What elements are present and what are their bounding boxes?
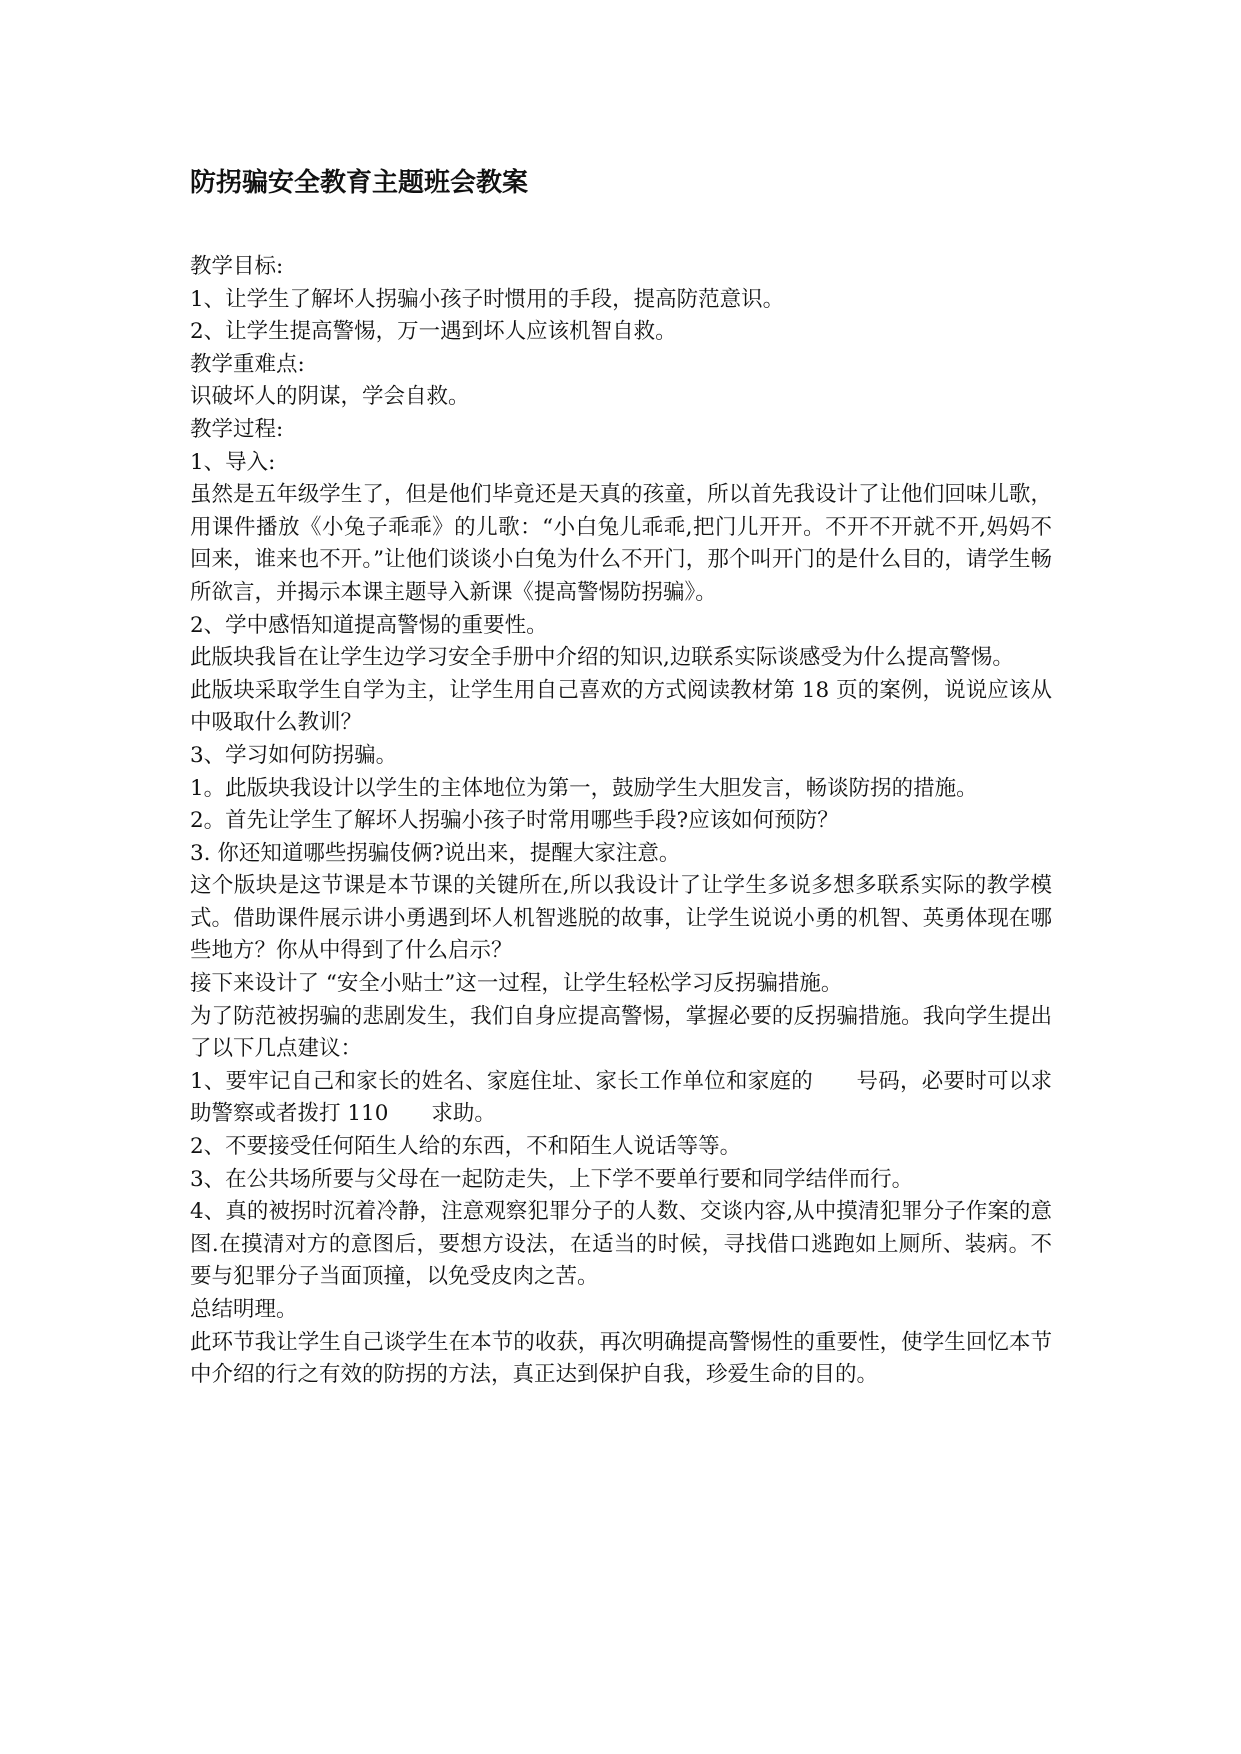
paragraph-step-2-text-b: 此版块采取学生自学为主，让学生用自己喜欢的方式阅读教材第 18 页的案例，说说应该从中吸取什么教训？	[190, 677, 1052, 736]
paragraph-safety-tips-intro: 接下来设计了 “安全小贴士”这一过程，让学生轻松学习反拐骗措施。	[190, 971, 843, 997]
paragraph-step-3-heading: 3、学习如何防拐骗。	[190, 742, 398, 768]
paragraph-step-3-item-2: 2。首先让学生了解坏人拐骗小孩子时常用哪些手段?应该如何预防？	[190, 808, 839, 834]
paragraph-teaching-goals-heading: 教学目标:	[190, 254, 284, 279]
paragraph-step-1-text: 虽然是五年级学生了，但是他们毕竟还是天真的孩童，所以首先我设计了让他们回味儿歌，用课件播放《小兔子乖乖》的儿歌：“小白兔儿乖乖,把门儿开开。不开不开就不开,妈妈不回来，谁来也不开。”让他们谈谈小白兔为什么不开门，那个叫开门的是什么目的，请学生畅所欲言，并揭示本课主题导入新课《提高警惕防拐骗》。	[190, 482, 1052, 605]
paragraph-suggestion-3: 3、在公共场所要与父母在一起防走失，上下学不要单行要和同学结伴而行。	[190, 1166, 914, 1192]
paragraph-summary-text: 此环节我让学生自己谈学生在本节的收获，再次明确提高警惕性的重要性，使学生回忆本节中介绍的行之有效的防拐的方法，真正达到保护自我，珍爱生命的目的。	[190, 1329, 1052, 1388]
paragraph-goal-2: 2、让学生提高警惕，万一遇到坏人应该机智自救。	[190, 319, 677, 345]
paragraph-step-1-heading: 1、导入:	[190, 449, 276, 475]
paragraph-key-points: 识破坏人的阴谋，学会自救。	[190, 384, 470, 410]
paragraph-step-3-item-1: 1。此版块我设计以学生的主体地位为第一，鼓励学生大胆发言，畅谈防拐的措施。	[190, 775, 978, 801]
paragraph-key-section: 这个版块是这节课是本节课的关键所在,所以我设计了让学生多说多想多联系实际的教学模式。借助课件展示讲小勇遇到坏人机智逃脱的故事，让学生说说小勇的机智、英勇体现在哪些地方？你从中得到了什么启示？	[190, 873, 1052, 964]
paragraph-suggestion-1: 1、要牢记自己和家长的姓名、家庭住址、家长工作单位和家庭的 号码，必要时可以求助警察或者拨打 110 求助。	[190, 1068, 1052, 1127]
paragraph-step-2-heading: 2、学中感悟知道提高警惕的重要性。	[190, 612, 548, 638]
paragraph-suggestion-4: 4、真的被拐时沉着冷静，注意观察犯罪分子的人数、交谈内容,从中摸清犯罪分子作案的意图.在摸清对方的意图后，要想方设法，在适当的时候，寻找借口逃跑如上厕所、装病。不要与犯罪分子当面顶撞，以免受皮肉之苦。	[190, 1199, 1052, 1290]
paragraph-suggestion-2: 2、不要接受任何陌生人给的东西，不和陌生人说话等等。	[190, 1134, 742, 1160]
paragraph-summary-heading: 总结明理。	[190, 1297, 298, 1322]
paragraph-goal-1: 1、让学生了解坏人拐骗小孩子时惯用的手段，提高防范意识。	[190, 286, 785, 312]
paragraph-suggestions-intro: 为了防范被拐骗的悲剧发生，我们自身应提高警惕，掌握必要的反拐骗措施。我向学生提出了以下几点建议：	[190, 1003, 1052, 1062]
paragraph-key-points-heading: 教学重难点:	[190, 351, 305, 377]
document-body	[190, 251, 1052, 1392]
paragraph-process-heading: 教学过程:	[190, 416, 284, 442]
document-title: 防拐骗安全教育主题班会教案	[190, 168, 529, 198]
paragraph-step-3-item-3: 3. 你还知道哪些拐骗伎俩?说出来，提醒大家注意。	[190, 840, 681, 866]
paragraph-step-2-text-a: 此版块我旨在让学生边学习安全手册中介绍的知识,边联系实际谈感受为什么提高警惕。	[190, 645, 1014, 671]
